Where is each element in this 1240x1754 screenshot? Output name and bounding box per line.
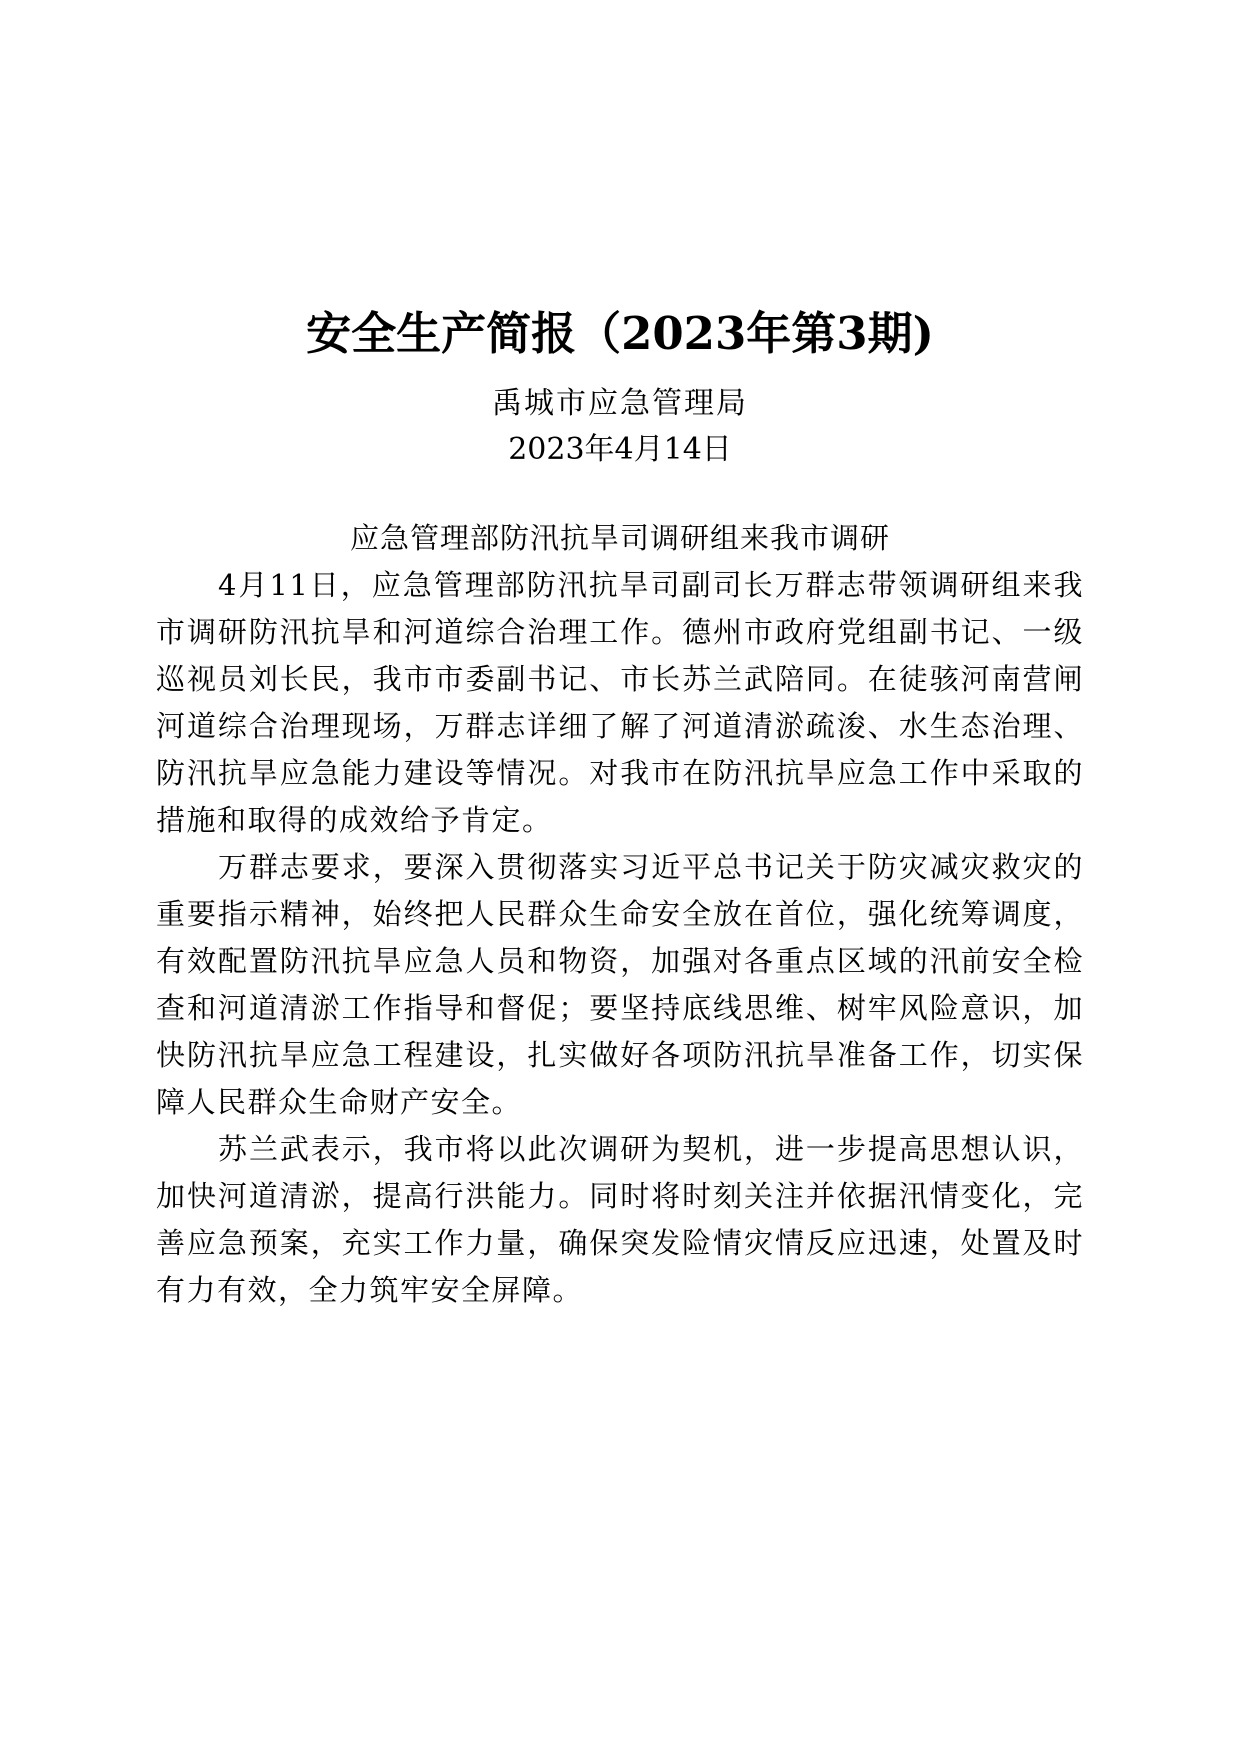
paragraph-3: 苏兰武表示，我市将以此次调研为契机，进一步提高思想认识，加快河道清淤，提高行洪能力。同时将时刻关注并依据汛情变化，完善应急预案，充实工作力量，确保突发险情灾情反应迅速，处置及时有力有效，全力筑牢安全屏障。 — [156, 1132, 1084, 1307]
paragraph-1: 4月11日，应急管理部防汛抗旱司副司长万群志带领调研组来我市调研防汛抗旱和河道综合治理工作。德州市政府党组副书记、一级巡视员刘长民，我市市委副书记、市长苏兰武陪同。在徒骇河南营闸河道综合治理现场，万群志详细了解了河道清淤疏浚、水生态治理、防汛抗旱应急能力建设等情况。对我市在防汛抗旱应急工作中采取的措施和取得的成效给予肯定。 — [156, 568, 1084, 837]
article-body — [156, 562, 1084, 1314]
paragraph-2: 万群志要求，要深入贯彻落实习近平总书记关于防灾减灾救灾的重要指示精神，始终把人民群众生命安全放在首位，强化统筹调度，有效配置防汛抗旱应急人员和物资，加强对各重点区域的汛前安全检查和河道清淤工作指导和督促；要坚持底线思维、树牢风险意识，加快防汛抗旱应急工程建设，扎实做好各项防汛抗旱准备工作，切实保障人民群众生命财产安全。 — [156, 850, 1084, 1119]
issue-date: 2023年4月14日 — [508, 432, 732, 467]
issuing-organization: 禹城市应急管理局 — [492, 386, 748, 421]
article-heading: 应急管理部防汛抗旱司调研组来我市调研 — [349, 521, 890, 555]
bulletin-title: 安全生产简报（2023年第3期) — [306, 307, 934, 360]
